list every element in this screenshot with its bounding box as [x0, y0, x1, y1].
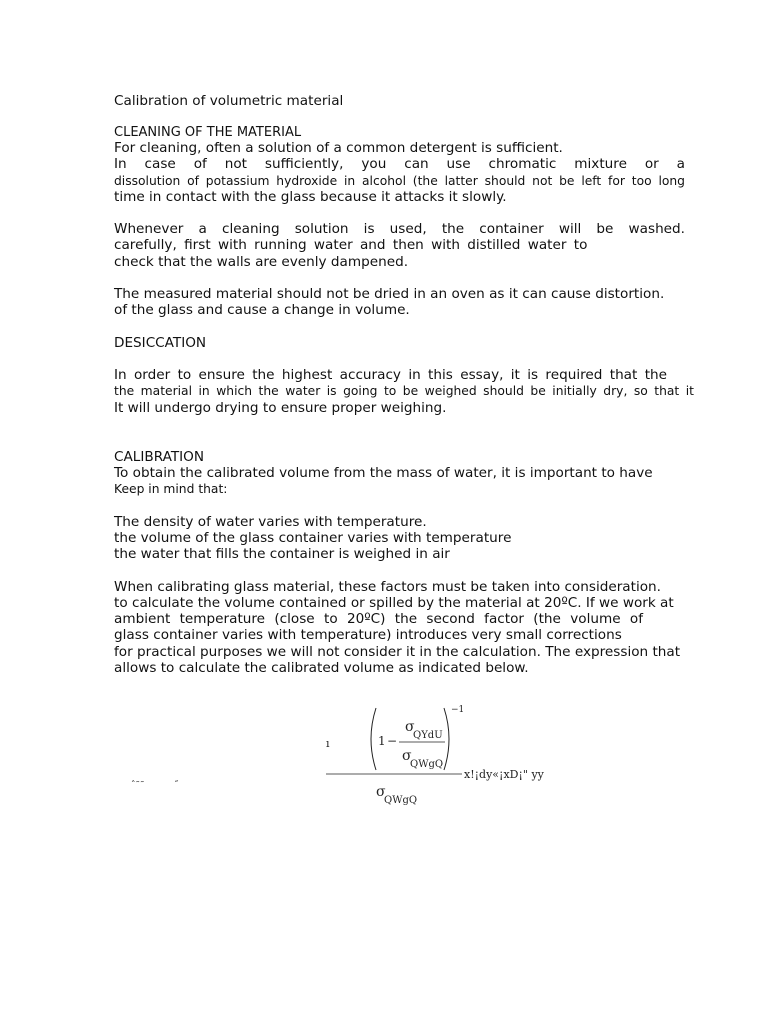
- desiccation-line: In order to ensure the highest accuracy in this essay, it is required that the: [114, 367, 667, 383]
- calibration-heading: CALIBRATION: [114, 449, 205, 465]
- formula-left-paren: [371, 708, 376, 770]
- drying-note-line: The measured material should not be dried in an oven as it can cause distortion.: [114, 286, 665, 302]
- washing-line: check that the walls are evenly dampened.: [114, 254, 409, 270]
- formula-fragment: ˆ˜˜: [131, 781, 145, 791]
- formula-fragment: ˝: [174, 781, 179, 791]
- cleaning-line: time in contact with the glass because it attacks it slowly.: [114, 189, 507, 205]
- desiccation-line: It will undergo drying to ensure proper weighing.: [114, 400, 447, 416]
- cleaning-line: For cleaning, often a solution of a common detergent is sufficient.: [114, 140, 563, 156]
- calibration-factor: the volume of the glass container varies with temperature: [114, 530, 512, 546]
- formula-sigma-air: σ: [405, 719, 415, 735]
- formula-denominator-sigma: σ: [376, 784, 386, 800]
- calibration-explanation-line: When calibrating glass material, these factors must be taken into consideration.: [114, 579, 661, 595]
- calibration-line: Keep in mind that:: [114, 482, 228, 496]
- cleaning-line: dissolution of potassium hydroxide in alcohol (the latter should not be left for too long: [114, 174, 685, 188]
- formula-sub-water: QWgQ: [410, 759, 444, 770]
- formula-minus: −: [387, 734, 398, 748]
- cleaning-heading: CLEANING OF THE MATERIAL: [114, 125, 302, 140]
- cleaning-line: In case of not sufficiently, you can use chromatic mixture or a: [114, 156, 685, 172]
- formula-denominator-sub: QWgQ: [384, 795, 418, 806]
- washing-line: carefully, first with running water and then with distilled water to: [114, 237, 588, 253]
- formula-sub-air: QYdU: [413, 730, 443, 741]
- formula-exponent: −1: [451, 705, 465, 715]
- calibration-explanation-line: for practical purposes we will not consider it in the calculation. The expression that: [114, 644, 681, 660]
- document-title: Calibration of volumetric material: [114, 93, 344, 109]
- formula-trailing-text: x!¡dy«¡xD¡" yy: [464, 768, 544, 781]
- calibration-explanation-line: allows to calculate the calibrated volume as indicated below.: [114, 660, 529, 676]
- formula-sigma-water: σ: [402, 748, 412, 764]
- desiccation-line: the material in which the water is going to be weighed should be initially dry, so that it: [114, 384, 694, 398]
- calibration-explanation-line: glass container varies with temperature) introduces very small corrections: [114, 627, 622, 643]
- calibration-line: To obtain the calibrated volume from the mass of water, it is important to have: [114, 465, 653, 481]
- drying-note-line: of the glass and cause a change in volume.: [114, 302, 410, 318]
- calibration-explanation-line: to calculate the volume contained or spilled by the material at 20ºC. If we work at: [114, 595, 674, 611]
- calibration-explanation-line: ambient temperature (close to 20ºC) the second factor (the volume of: [114, 611, 643, 627]
- formula-numerator-symbol: ı: [326, 737, 330, 750]
- formula-one: 1: [378, 734, 386, 748]
- calibration-factor: The density of water varies with temperature.: [114, 514, 427, 530]
- desiccation-heading: DESICCATION: [114, 335, 207, 351]
- washing-line: Whenever a cleaning solution is used, the container will be washed.: [114, 221, 685, 237]
- calibration-factor: the water that fills the container is weighed in air: [114, 546, 450, 562]
- formula-right-paren: [444, 708, 449, 770]
